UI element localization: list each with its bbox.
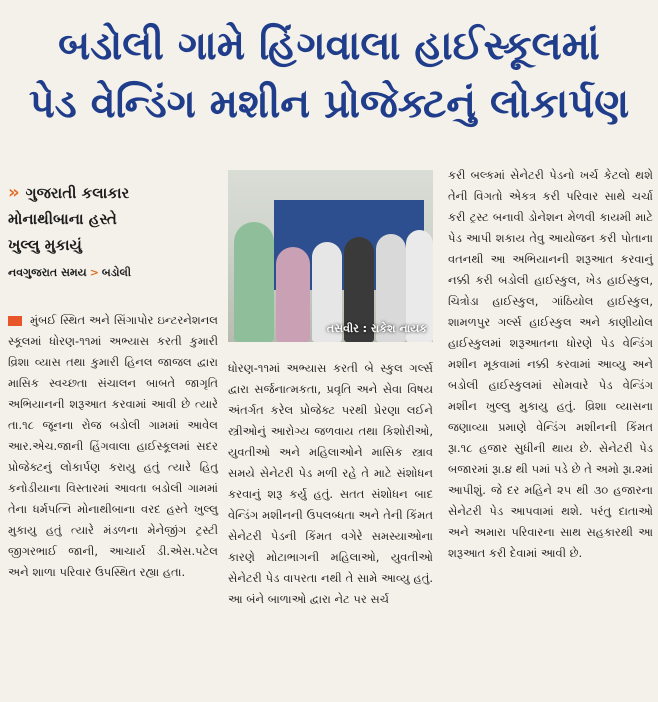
article-column-1 [8, 310, 218, 583]
subhead-line-3: ખુલ્લુ મુકાયું [8, 236, 82, 254]
column-2-text: ધોરણ-૧૧માં અભ્યાસ કરતી બે સ્કુલ ગર્લ્સ દ્વારા સર્જનાત્મકતા, પ્રવૃતિ અને સેવા વિષય અંતર્ગત કરેલ પ્રોજેક્ટ પરથી પ્રેરણા લઈને સ્ત્રીઓનું આરોગ્ય જળવાય તથા કિશોરીઓ, યુવતીઓ અને મહિલાઓને માસિક સ્ત્રાવ સમયે સેનેટરી પેડ મળી રહે તે માટે સંશોધન કરવાનું શરૂ કર્યુ હતું. સતત સંશોધન બાદ વેન્ડિંગ મશીનની ઉપલબ્ધતા અને તેની કિંમત સેનેટરી પેડની કિંમત વગેરે સમસ્યાઓના કારણે મોટાભાગની મહિલાઓ, યુવતીઓ સેનેટરી પેડ વાપરતા નથી તે સામે આવ્યુ હતું. આ બંને બાળાઓ દ્વારા નેટ પર સર્ચ [228, 361, 433, 606]
subhead-line-2: મોનાથીબાના હસ્તે [8, 210, 117, 228]
headline-line-1: બડોલી ગામે હિંગવાલા હાઈસ્કૂલમાં [58, 23, 600, 69]
photo-person [276, 247, 310, 342]
article-column-3 [448, 165, 653, 564]
raquo-icon: » [8, 182, 20, 203]
subhead-line-1: ગુજરાતી કલાકાર [25, 184, 130, 202]
photo-person [234, 222, 274, 342]
column-1-text: મુંબઈ સ્થિત અને સિંગાપોર ઇન્ટરનેશનલ સ્કૂલમાં ધોરણ-૧૧માં અભ્યાસ કરતી કુમારી વ્રિશા વ્યાસ તથા કુમારી હિનલ જાજલ દ્વારા માસિક સ્વચ્છતા સંચાલન બાબતે જાગૃતિ અભિયાનની શરૂઆત કરવામાં આવી છે ત્યારે તા.૧૮ જૂનના રોજ બડોલી ગામમાં આવેલ આર.એચ.જાની હિંગવાલા હાઈસ્કૂલમાં સદર પ્રોજેક્ટનું લોકાર્પણ કરાયુ હતું ત્યારે હિતુ કનોડીયાના વિસ્તારમાં આવતા બડોલી ગામમાં તેના ધર્મપત્નિ મોનાથીબાના વરદ હસ્તે ખુલ્લુ મુકાયુ હતું ત્યારે મંડળના મેનેજીંગ ટ્રસ્ટી જીગરભાઈ જાની, આચાર્ય ડી.એસ.પટેલ અને શાળા પરિવાર ઉપસ્થિત રહ્યા હતા. [8, 313, 218, 579]
article-column-2 [228, 358, 433, 610]
bullet-icon [8, 316, 22, 326]
subhead [8, 180, 218, 258]
dateline-place: બડોલી [101, 266, 131, 279]
chevron-right-icon: > [89, 266, 99, 279]
dateline [8, 266, 131, 280]
column-3-text: કરી બલ્કમાં સેનેટરી પેડનો ખર્ચ કેટલો થશે તેની વિગતો એકત્ર કરી પરિવાર સાથે ચર્ચા કરી ટ્રસ્ટ બનાવી ડોનેશન મેળવી કાયમી માટે પેડ આપી શકાય તેવુ આયોજન કરી પોતાના વતનથી આ અભિયાનની શરૂઆત કરવાનું નક્કી કરી બડોલી હાઈસ્કુલ, ખેડ હાઈસ્કુલ, ચિત્રોડા હાઈસ્કુલ, ગાંઠિયોલ હાઈસ્કુલ, શામળપુર ગર્લ્સ હાઈસ્કુલ અને કાણીયોલ હાઈસ્કુલમાં શરૂઆતના ધોરણે પેડ વેન્ડિંગ મશીન મૂકવામાં નક્કી કરવામાં આવ્યુ અને બડોલી હાઈસ્કુલમાં સોમવારે પેડ વેન્ડિંગ મશીન ખુલ્લુ મુકાયુ હતું. વ્રિશા વ્યાસના જણાવ્યા પ્રમાણે વેન્ડિંગ મશીનની કિંમત રૂા.૧૮ હજાર સુધીની થાય છે. સેનેટરી પેડ બજારમાં રૂા.૪ થી ૫માં પડે છે તે અમો રૂા.૨માં આપીશું. જે દર મહિને ૨૫ થી ૩૦ હજારના સેનેટરી પેડ આપવામાં થશે. પરંતુ દાતાઓ અને અમારા પરિવારના સાથ સહકારથી આ શરૂઆત કરી દેવામાં આવી છે. [448, 168, 653, 560]
dateline-source: નવગુજરાત સમય [8, 266, 87, 279]
news-photo [228, 170, 433, 342]
headline-line-2: પેડ વેન્ડિંગ મશીન પ્રોજેક્ટનું લોકાર્પણ [28, 81, 630, 127]
photo-credit: તસવીર : રાકેશ નાયક [326, 322, 427, 335]
